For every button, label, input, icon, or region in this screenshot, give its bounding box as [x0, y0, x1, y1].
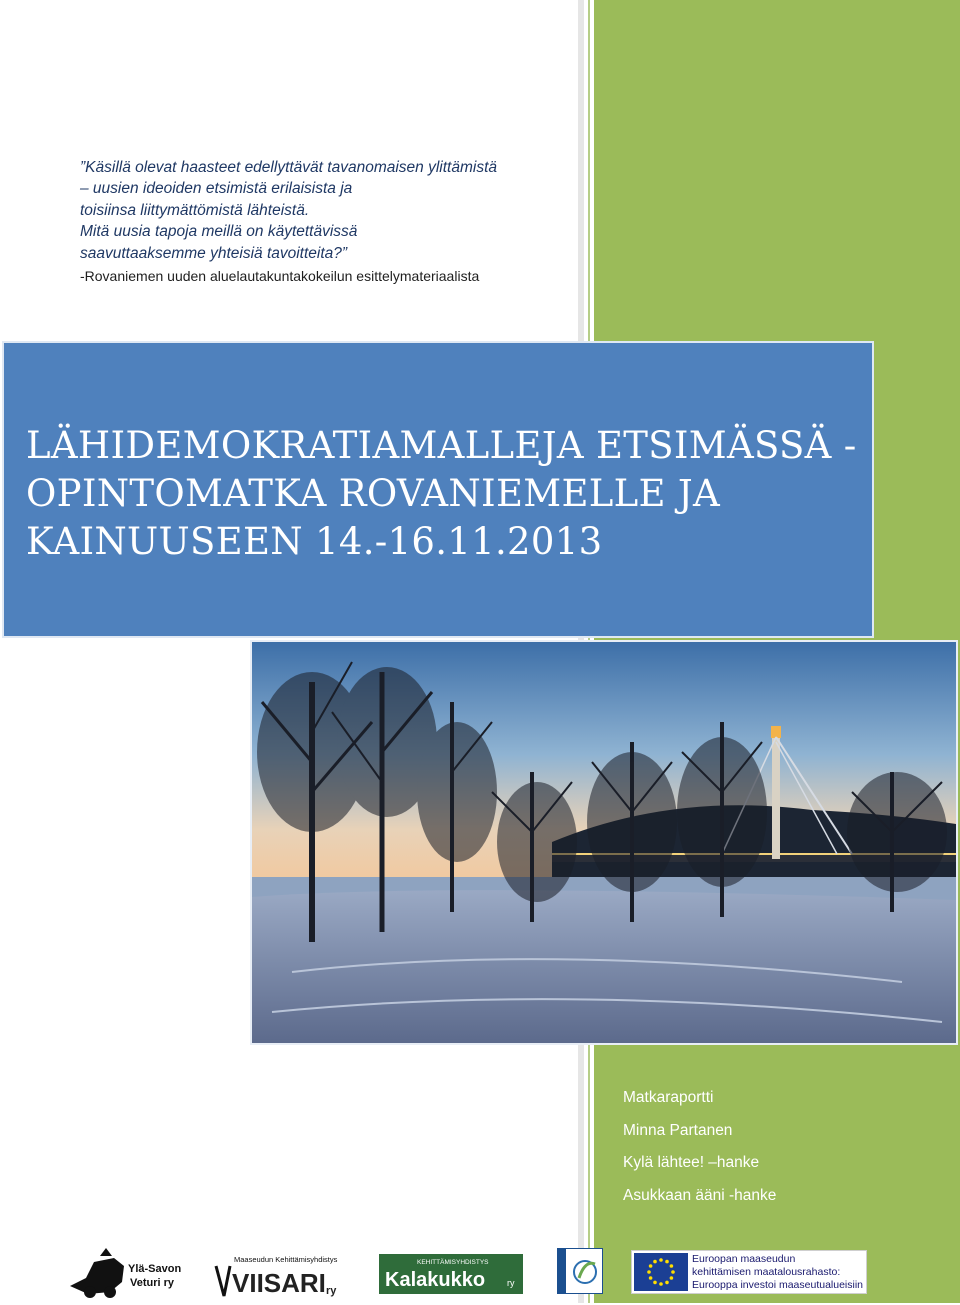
cover-photo	[250, 640, 958, 1045]
svg-text:Maaseudun Kehittämisyhdistys: Maaseudun Kehittämisyhdistys	[234, 1255, 338, 1264]
kalakukko-logo	[379, 1254, 523, 1294]
quote-source: -Rovaniemen uuden aluelautakuntakokeilun esittelymateriaalista	[80, 268, 480, 285]
epigraph-quote	[80, 157, 580, 287]
svg-text:Kalakukko: Kalakukko	[385, 1269, 486, 1291]
ylasavon-veturi-logo	[66, 1248, 182, 1300]
eu-text-line-1: Euroopan maaseudun	[692, 1253, 796, 1265]
svg-text:KEHITTÄMISYHDISTYS: KEHITTÄMISYHDISTYS	[417, 1259, 489, 1266]
author-name: Minna Partanen	[623, 1121, 733, 1139]
quote-text: ”Käsillä olevat haasteet edellyttävät tavanomaisen ylittämistä – uusien ideoiden etsimistä erilaisista ja toisiinsa liittymättömistä lähteistä. Mitä uusia tapoja meillä on käytettävissä saavuttaaksemme yhteisiä tavoitteita?”	[80, 159, 497, 262]
eu-text-line-2: kehittämisen maatalousrahasto:	[692, 1266, 841, 1278]
svg-text:VIISARI: VIISARI	[232, 1268, 326, 1298]
project-name-2: Asukkaan ääni -hanke	[623, 1186, 777, 1204]
project-name-1: Kylä lähtee! –hanke	[623, 1154, 760, 1171]
title-line-3: KAINUUSEEN 14.-16.11.2013	[26, 520, 603, 563]
viisari-logo	[214, 1252, 344, 1298]
eu-funding-logo	[631, 1250, 867, 1294]
eu-text-line-3: Eurooppa investoi maaseutualueisiin	[692, 1279, 864, 1291]
eu-flag-icon	[634, 1253, 688, 1291]
svg-text:ry: ry	[326, 1285, 337, 1297]
leader-logo	[557, 1248, 603, 1294]
title-line-1: LÄHIDEMOKRATIAMALLEJA ETSIMÄSSÄ -	[26, 424, 857, 467]
svg-text:Ylä-Savon: Ylä-Savon	[128, 1263, 182, 1275]
report-info	[623, 1082, 776, 1212]
report-type: Matkaraportti	[623, 1089, 714, 1106]
document-title	[26, 422, 876, 566]
svg-text:ry: ry	[507, 1278, 515, 1288]
svg-text:Veturi ry: Veturi ry	[130, 1277, 175, 1289]
title-line-2: OPINTOMATKA ROVANIEMELLE JA	[26, 472, 721, 515]
winter-bridge-photo	[252, 642, 956, 1043]
sponsor-logos	[0, 1240, 960, 1303]
